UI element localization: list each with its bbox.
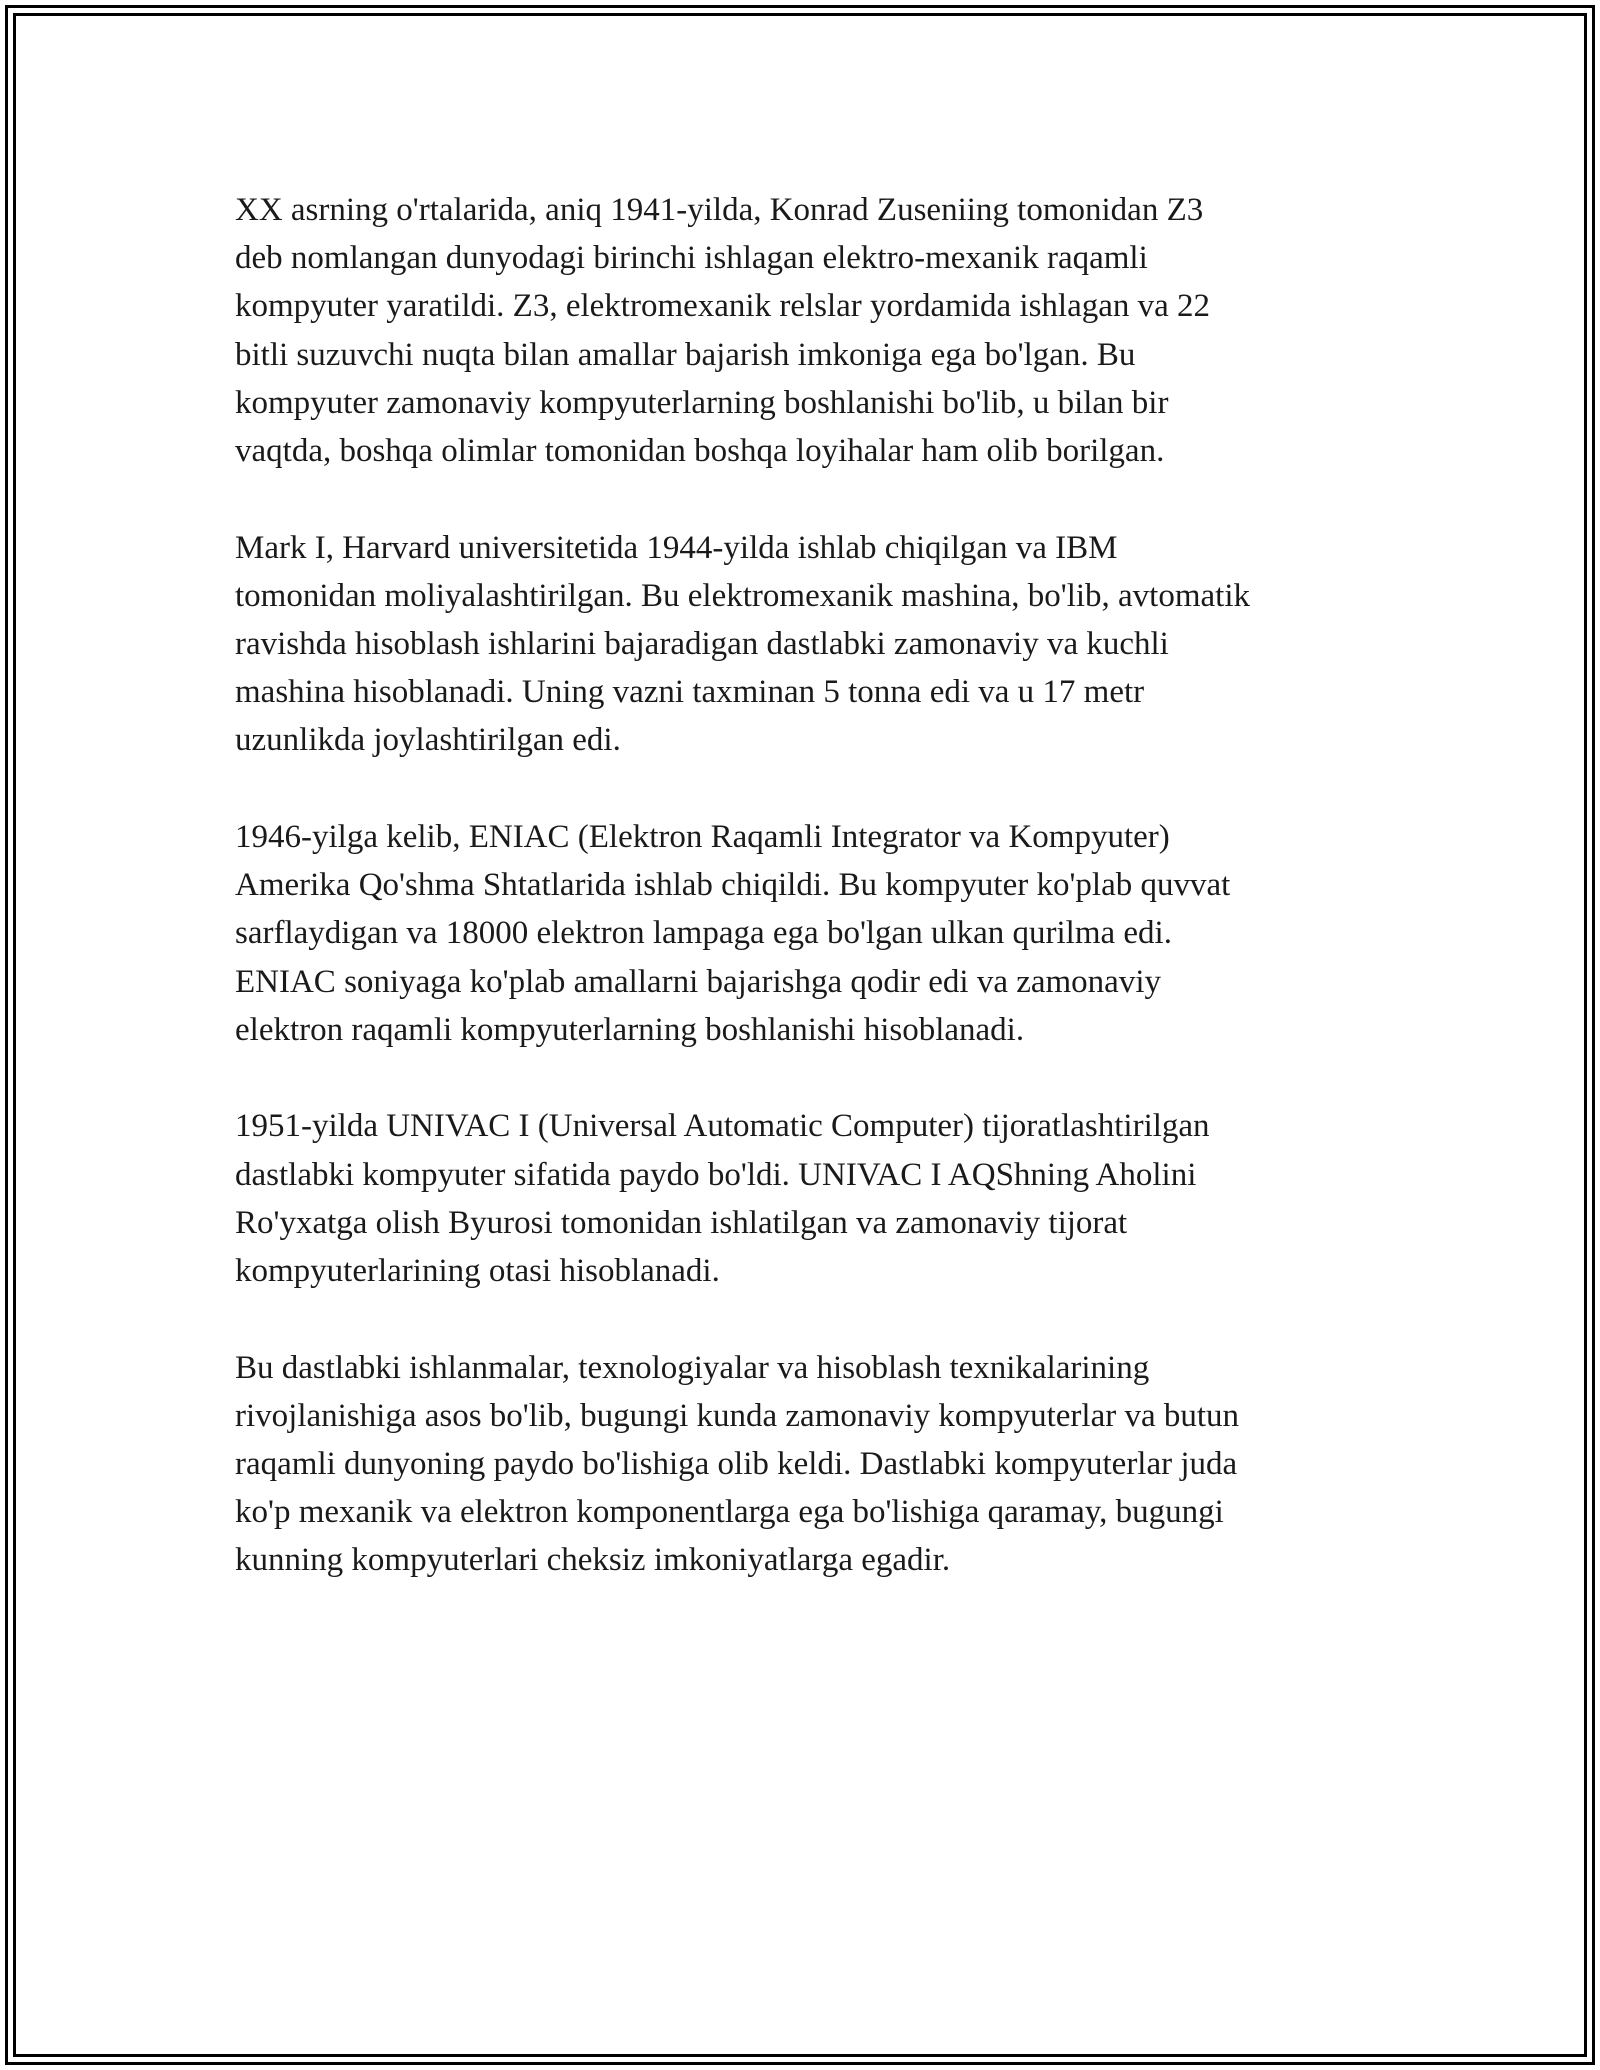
text-line: sarflaydigan va 18000 elektron lampaga ega bo'lgan ulkan qurilma edi.	[235, 915, 1172, 952]
text-line: Mark I, Harvard universitetida 1944-yilda ishlab chiqilgan va IBM	[235, 529, 1118, 566]
text-line: dastlabki kompyuter sifatida paydo bo'ldi. UNIVAC I AQShning Aholini	[235, 1156, 1197, 1193]
text-line: deb nomlangan dunyodagi birinchi ishlagan elektro-mexanik raqamli	[235, 240, 1148, 277]
paragraph-conclusion	[235, 1344, 1385, 1585]
text-line: 1946-yilga kelib, ENIAC (Elektron Raqamli Integrator va Kompyuter)	[235, 819, 1170, 856]
text-line: 1951-yilda UNIVAC I (Universal Automatic Computer) tijoratlashtirilgan	[235, 1108, 1210, 1145]
paragraph-mark-i	[235, 524, 1385, 765]
text-line: ENIAC soniyaga ko'plab amallarni bajarishga qodir edi va zamonaviy	[235, 963, 1161, 1000]
paragraph-univac	[235, 1102, 1385, 1295]
text-line: Amerika Qo'shma Shtatlarida ishlab chiqildi. Bu kompyuter ko'plab quvvat	[235, 867, 1231, 904]
text-line: uzunlikda joylashtirilgan edi.	[235, 722, 621, 759]
paragraph-eniac	[235, 813, 1385, 1054]
text-line: raqamli dunyoning paydo bo'lishiga olib keldi. Dastlabki kompyuterlar juda	[235, 1446, 1238, 1483]
text-line: bitli suzuvchi nuqta bilan amallar bajarish imkoniga ega bo'lgan. Bu	[235, 336, 1136, 373]
text-line: XX asrning o'rtalarida, aniq 1941-yilda, Konrad Zuseniing tomonidan Z3	[235, 192, 1204, 228]
text-line: Ro'yxatga olish Byurosi tomonidan ishlatilgan va zamonaviy tijorat	[235, 1204, 1128, 1241]
text-line: kunning kompyuterlari cheksiz imkoniyatlarga egadir.	[235, 1542, 951, 1579]
text-line: vaqtda, boshqa olimlar tomonidan boshqa loyihalar ham olib borilgan.	[235, 433, 1165, 470]
paragraph-z3	[235, 186, 1385, 475]
text-line: mashina hisoblanadi. Uning vazni taxminan 5 tonna edi va u 17 metr	[235, 674, 1145, 711]
text-line: elektron raqamli kompyuterlarning boshlanishi hisoblanadi.	[235, 1011, 1025, 1048]
text-line: Bu dastlabki ishlanmalar, texnologiyalar va hisoblash texnikalarining	[235, 1349, 1150, 1386]
text-line: ko'p mexanik va elektron komponentlarga ega bo'lishiga qaramay, bugungi	[235, 1494, 1224, 1531]
text-line: kompyuterlarining otasi hisoblanadi.	[235, 1253, 720, 1290]
text-line: tomonidan moliyalashtirilgan. Bu elektromexanik mashina, bo'lib, avtomatik	[235, 577, 1251, 614]
text-line: kompyuter zamonaviy kompyuterlarning boshlanishi bo'lib, u bilan bir	[235, 384, 1169, 421]
text-line: kompyuter yaratildi. Z3, elektromexanik relslar yordamida ishlagan va 22	[235, 288, 1211, 325]
document-body	[235, 186, 1385, 1633]
text-line: rivojlanishiga asos bo'lib, bugungi kunda zamonaviy kompyuterlar va butun	[235, 1397, 1240, 1434]
text-line: ravishda hisoblash ishlarini bajaradigan dastlabki zamonaviy va kuchli	[235, 626, 1169, 663]
